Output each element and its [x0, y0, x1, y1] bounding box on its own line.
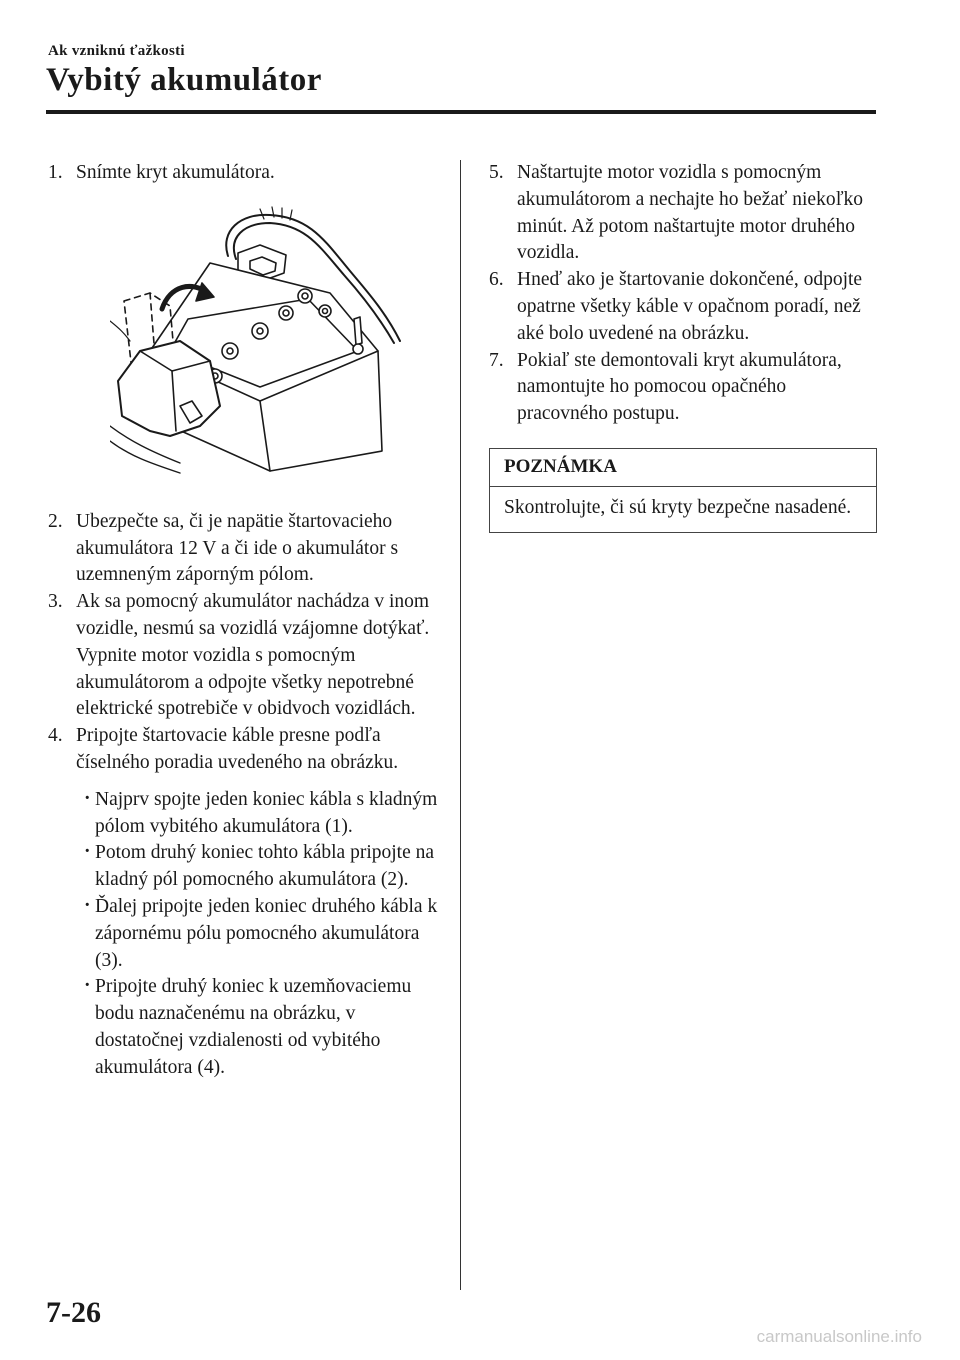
step-text: Ubezpečte sa, či je napätie štartovacieho akumulátora 12 V a či ide o akumulátor s uzemneným záporným pólom. — [76, 510, 399, 586]
step-number: 7. — [489, 349, 504, 371]
step-number: 4. — [48, 725, 63, 747]
step-number: 6. — [489, 269, 504, 291]
right-column — [489, 160, 879, 533]
step-text: Pripojte štartovacie káble presne podľa číselného poradia uvedeného na obrázku. — [76, 725, 399, 773]
step-7 — [489, 348, 879, 428]
bullet-item — [48, 894, 440, 974]
bullet-text: Potom druhý koniec tohto kábla pripojte na kladný pól pomocného akumulátora (2). — [95, 842, 435, 891]
step-text: Snímte kryt akumulátora. — [76, 162, 275, 183]
step-3 — [48, 589, 440, 723]
bullet-item — [48, 840, 440, 894]
step-2 — [48, 509, 440, 589]
watermark: carmanualsonline.info — [756, 1327, 922, 1346]
column-divider — [460, 160, 461, 1290]
step-number: 2. — [48, 510, 63, 532]
bullet-text: Najprv spojte jeden koniec kábla s kladným pólom vybitého akumulátora (1). — [95, 788, 438, 837]
header-rule — [46, 110, 876, 114]
step-text: Pokiaľ ste demontovali kryt akumulátora, namontujte ho pomocou opačného pracovného postupu. — [517, 349, 842, 425]
step-number: 1. — [48, 162, 63, 183]
battery-cover-removal-illustration — [110, 201, 410, 491]
step-text: Naštartujte motor vozidla s pomocným akumulátorom a nechajte ho bežať niekoľko minút. Až potom naštartujte motor druhého vozidla. — [517, 162, 864, 264]
bullet-text: Pripojte druhý koniec k uzemňovaciemu bodu naznačenému na obrázku, v dostatočnej vzdialenosti od vybitého akumulátora (4). — [95, 976, 412, 1078]
step-6 — [489, 267, 879, 347]
section-label: Ak vzniknú ťažkosti — [48, 43, 185, 59]
bullet-dot: · — [84, 787, 91, 809]
step-4 — [48, 723, 440, 777]
left-column — [48, 160, 440, 1082]
bullet-item — [48, 974, 440, 1081]
bullet-dot: · — [84, 894, 91, 916]
bullet-item — [48, 787, 440, 841]
step-1 — [48, 160, 440, 187]
step-number: 5. — [489, 162, 504, 183]
step-text: Hneď ako je štartovanie dokončené, odpojte opatrne všetky káble v opačnom poradí, než aké bolo uvedené na obrázku. — [517, 269, 863, 344]
bullet-dot: · — [84, 975, 91, 997]
note-box — [489, 448, 877, 533]
step-number: 3. — [48, 591, 63, 613]
bullet-dot: · — [84, 841, 91, 863]
bullet-text: Ďalej pripojte jeden koniec druhého kábla k zápornému pólu pomocného akumulátora (3). — [95, 895, 438, 971]
page-number: 7-26 — [46, 1296, 101, 1329]
note-text: Skontrolujte, či sú kryty bezpečne nasadené. — [504, 496, 852, 518]
page-title: Vybitý akumulátor — [46, 62, 322, 98]
step-5 — [489, 160, 879, 267]
step-text: Ak sa pomocný akumulátor nachádza v inom vozidle, nesmú sa vozidlá vzájomne dotýkať. Vypnite motor vozidla s pomocným akumulátorom a odpojte všetky nepotrebné elektrické spotrebiče v obidvoch vozidlách. — [76, 591, 430, 720]
note-heading: POZNÁMKA — [490, 449, 876, 487]
